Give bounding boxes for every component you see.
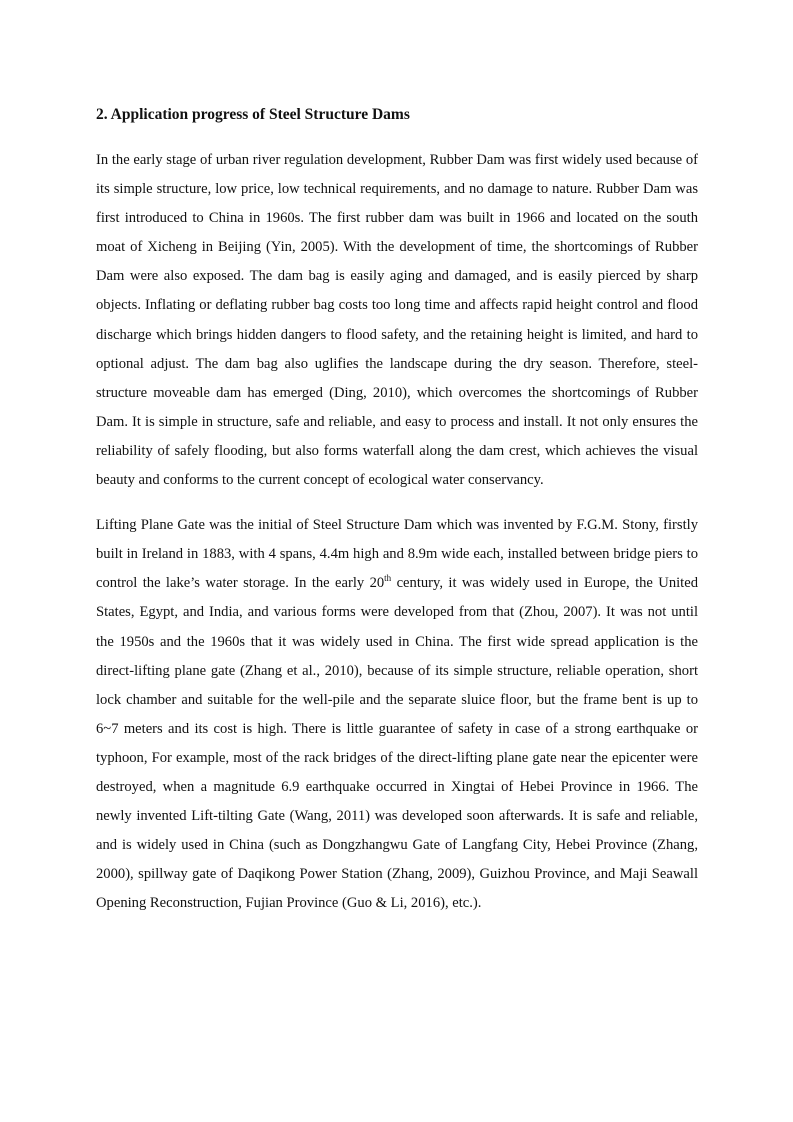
ordinal-superscript: th (384, 573, 392, 584)
document-page (96, 104, 698, 918)
paragraph-lifting-plane-gate (96, 511, 698, 918)
paragraph-text-part2: century, it was widely used in Europe, the United States, Egypt, and India, and various forms were developed from that (Zhou, 2007). It was not until the 1950s and the 1960s that it was widely used in China. The first wide spread application is the direct-lifting plane gate (Zhang et al., 2010), because of its simple structure, reliable operation, short lock chamber and suitable for the well-pile and the separate sluice floor, but the frame bent is up to 6~7 meters and its cost is high. There is little guarantee of safety in case of a strong earthquake or typhoon, For example, most of the rack bridges of the direct-lifting plane gate near the epicenter were destroyed, when a magnitude 6.9 earthquake occurred in Xingtai of Hebei Province in 1966. The newly invented Lift-tilting Gate (Wang, 2011) was developed soon afterwards. It is safe and reliable, and is widely used in China (such as Dongzhangwu Gate of Langfang City, Hebei Province (Zhang, 2000), spillway gate of Daqikong Power Station (Zhang, 2009), Guizhou Province, and Maji Seawall Opening Reconstruction, Fujian Province (Guo & Li, 2016), etc.). (96, 575, 699, 912)
paragraph-text-part1: Lifting Plane Gate was the initial of Steel Structure Dam which was invented by F.G.M. Stony, firstly built in Ireland in 1883, with 4 spans, 4.4m high and 8.9m wide each, installed between bridge piers to control the lake’s water storage. In the early 20 (96, 517, 698, 592)
paragraph-rubber-dam: In the early stage of urban river regulation development, Rubber Dam was first widely used because of its simple structure, low price, low technical requirements, and no damage to nature. Rubber Dam was first introduced to China in 1960s. The first rubber dam was built in 1966 and located on the south moat of Xicheng in Beijing (Yin, 2005). With the development of time, the shortcomings of Rubber Dam were also exposed. The dam bag is easily aging and damaged, and is easily pierced by sharp objects. Inflating or deflating rubber bag costs too long time and affects rapid height control and flood discharge which brings hidden dangers to flood safety, and the retaining height is limited, and hard to optional adjust. The dam bag also uglifies the landscape during the dry season. Therefore, steel-structure moveable dam has emerged (Ding, 2010), which overcomes the shortcomings of Rubber Dam. It is simple in structure, safe and reliable, and easy to process and install. It not only ensures the reliability of safely flooding, but also forms waterfall along the dam crest, which achieves the visual beauty and conforms to the current concept of ecological water conservancy. (96, 152, 698, 489)
section-heading: 2. Application progress of Steel Structure Dams (96, 106, 410, 123)
